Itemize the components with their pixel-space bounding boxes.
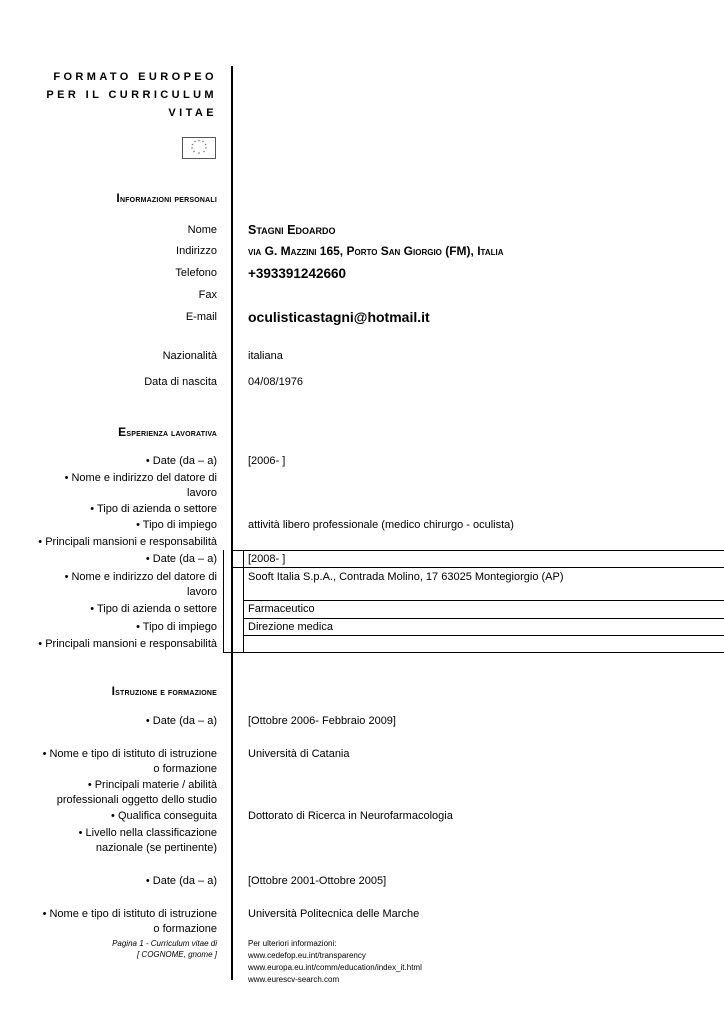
- table-line-row3: [243, 618, 724, 619]
- label-edu1-institute-line2: o formazione: [153, 763, 217, 775]
- label-exp2-date: • Date (da – a): [145, 553, 217, 565]
- svg-text:*: *: [205, 146, 207, 152]
- label-exp2-employer-line2: lavoro: [187, 586, 217, 598]
- label-edu1-subjects-line1: • Principali materie / abilità: [87, 779, 217, 791]
- footer-info-heading: Per ulteriori informazioni:: [248, 939, 337, 948]
- footer-link-cedefop[interactable]: www.cedefop.eu.int/transparency: [248, 951, 366, 960]
- value-edu1-date: [Ottobre 2006- Febbraio 2009]: [248, 715, 396, 727]
- footer-page-info: [40, 938, 217, 960]
- table-line-top: [233, 550, 724, 551]
- footer-link-europa[interactable]: www.europa.eu.int/comm/education/index_it.html: [248, 963, 422, 972]
- label-exp1-sector: • Tipo di azienda o settore: [90, 503, 217, 515]
- label-fax: Fax: [198, 289, 217, 301]
- value-data-nascita: 04/08/1976: [248, 376, 304, 388]
- svg-text:*: *: [202, 140, 204, 145]
- label-exp1-type: • Tipo di impiego: [136, 519, 217, 531]
- label-exp2-sector: • Tipo di azienda o settore: [90, 603, 217, 615]
- label-edu1-subjects-line2: professionali oggetto dello studio: [56, 794, 217, 806]
- label-edu1-institute-line1: • Nome e tipo di istituto di istruzione: [42, 748, 217, 760]
- value-edu1-qualification: Dottorato di Ricerca in Neurofarmacologia: [248, 810, 453, 822]
- value-edu1-institute: Università di Catania: [248, 748, 350, 760]
- value-edu2-date: [Ottobre 2001-Ottobre 2005]: [248, 875, 387, 887]
- label-data-nascita: Data di nascita: [144, 376, 217, 388]
- footer-link-eurescv[interactable]: www.eurescv-search.com: [248, 975, 340, 984]
- label-edu2-institute: [30, 907, 217, 937]
- table-line-row1: [233, 567, 724, 568]
- value-exp2-type: Direzione medica: [248, 621, 333, 633]
- footer-page-line1: Pagina 1 - Curriculum vitae di: [112, 939, 217, 948]
- table-line-row2: [243, 600, 724, 601]
- svg-text:*: *: [204, 143, 207, 148]
- label-exp1-employer-line1: • Nome e indirizzo del datore di: [64, 472, 217, 484]
- table-line-left: [223, 550, 224, 652]
- svg-text:*: *: [194, 140, 196, 145]
- label-indirizzo: Indirizzo: [176, 245, 217, 257]
- value-edu2-institute: Università Politecnica delle Marche: [248, 908, 420, 920]
- label-nome: Nome: [187, 224, 217, 236]
- value-exp2-date: [2008- ]: [248, 553, 286, 565]
- svg-text:*: *: [193, 150, 195, 155]
- label-edu1-subjects: [30, 778, 217, 808]
- svg-text:*: *: [198, 139, 200, 144]
- label-edu1-institute: [30, 747, 217, 777]
- value-indirizzo: via G. Mazzini 165, Porto San Giorgio (FM), Italia: [248, 244, 504, 258]
- section-personal-info: Informazioni personali: [116, 191, 217, 205]
- section-education: Istruzione e formazione: [111, 684, 217, 698]
- section-work-experience: Esperienza lavorativa: [118, 425, 217, 439]
- svg-text:*: *: [191, 143, 194, 148]
- vertical-divider: [231, 66, 233, 980]
- label-exp2-employer-line1: • Nome e indirizzo del datore di: [64, 571, 217, 583]
- label-exp2-employer: [30, 570, 217, 600]
- label-exp1-employer-line2: lavoro: [187, 487, 217, 499]
- value-telefono: +393391242660: [248, 266, 346, 281]
- label-edu2-institute-line2: o formazione: [153, 923, 217, 935]
- label-edu2-institute-line1: • Nome e tipo di istituto di istruzione: [42, 908, 217, 920]
- svg-text:*: *: [191, 146, 193, 152]
- label-exp2-duties: • Principali mansioni e responsabilità: [38, 638, 217, 650]
- label-edu1-level-line2: nazionale (se pertinente): [95, 842, 217, 854]
- table-line-inner: [243, 550, 244, 652]
- title-line-1: FORMATO EUROPEO: [53, 71, 217, 83]
- svg-text:*: *: [198, 151, 200, 157]
- label-edu1-level-line1: • Livello nella classificazione: [78, 827, 217, 839]
- document-title: [40, 68, 217, 122]
- label-exp1-employer: [30, 471, 217, 501]
- label-edu1-date: • Date (da – a): [145, 715, 217, 727]
- label-nazionalita: Nazionalità: [162, 350, 217, 362]
- title-line-3: VITAE: [168, 107, 217, 119]
- eu-flag-icon: [182, 137, 216, 159]
- label-exp2-type: • Tipo di impiego: [136, 621, 217, 633]
- value-exp2-employer: Sooft Italia S.p.A., Contrada Molino, 17 63025 Montegiorgio (AP): [248, 571, 564, 583]
- value-email: oculisticastagni@hotmail.it: [248, 309, 430, 325]
- label-exp1-duties: • Principali mansioni e responsabilità: [38, 536, 217, 548]
- footer-page-line2: [ COGNOME, gnome ]: [136, 950, 217, 959]
- table-line-row4: [243, 635, 724, 636]
- svg-text:*: *: [203, 150, 205, 155]
- label-edu1-level: [30, 826, 217, 856]
- label-edu1-qualification: • Qualifica conseguita: [111, 810, 217, 822]
- table-line-bottom: [223, 652, 724, 653]
- value-exp1-type: attività libero professionale (medico chirurgo - oculista): [248, 519, 514, 531]
- label-edu2-date: • Date (da – a): [145, 875, 217, 887]
- label-telefono: Telefono: [175, 267, 217, 279]
- value-nome: Stagni Edoardo: [248, 223, 336, 237]
- label-exp1-date: • Date (da – a): [145, 455, 217, 467]
- label-email: E-mail: [185, 311, 217, 323]
- title-line-2: PER IL CURRICULUM: [46, 89, 217, 101]
- value-exp2-sector: Farmaceutico: [248, 603, 315, 615]
- value-exp1-date: [2006- ]: [248, 455, 286, 467]
- footer-more-info: [248, 938, 548, 986]
- value-nazionalita: italiana: [248, 350, 283, 362]
